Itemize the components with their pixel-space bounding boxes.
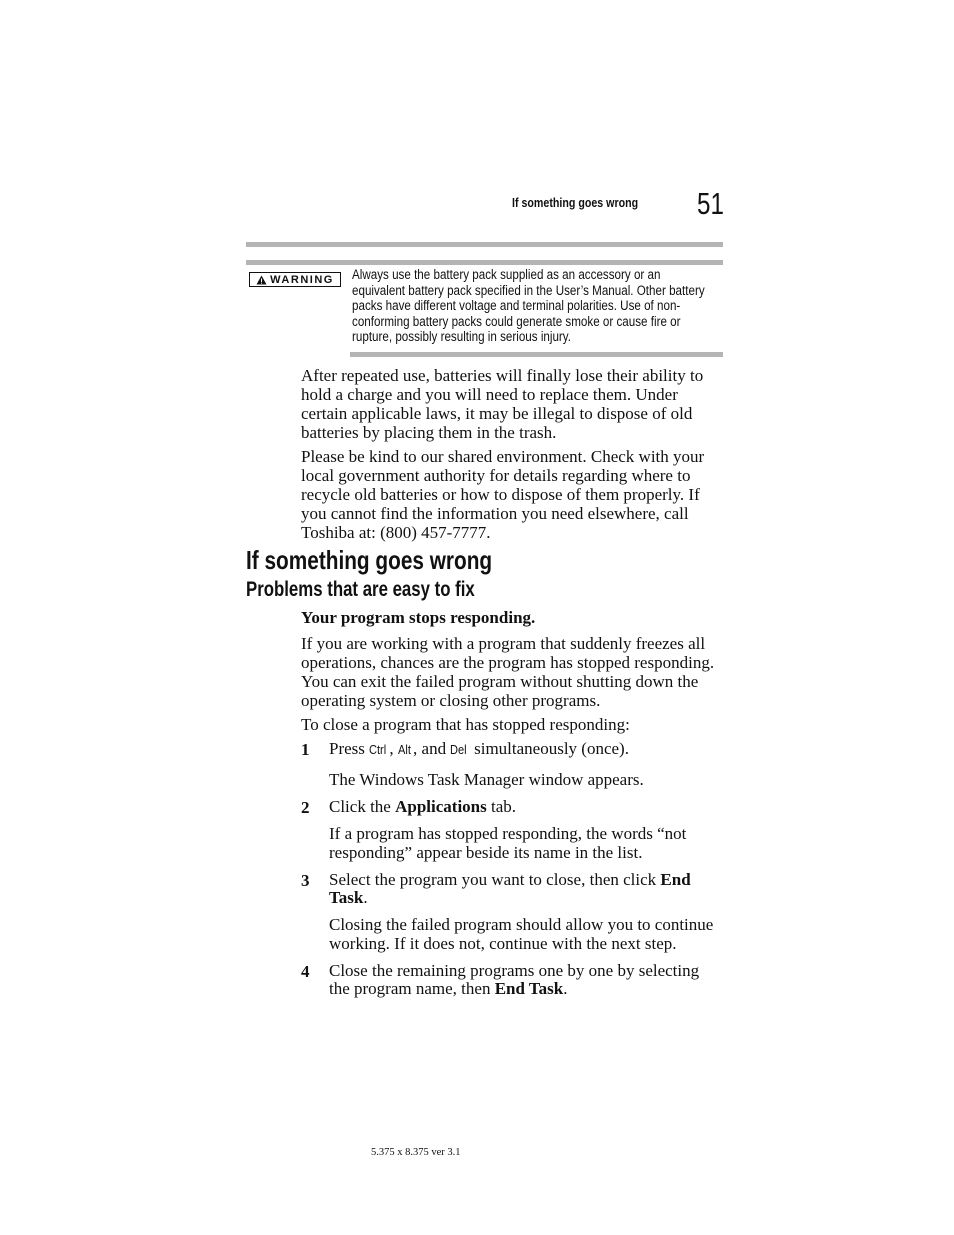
- end-task-label: End Task: [494, 979, 564, 998]
- text-line: Toshiba at: (800) 457-7777.: [301, 523, 491, 542]
- warning-bottom-rule: [350, 352, 723, 357]
- applications-tab-label: Applications: [395, 797, 487, 816]
- step-3-text: [329, 871, 691, 907]
- text-line: local government authority for details regarding where to: [301, 466, 691, 485]
- warning-badge: [249, 272, 341, 287]
- step-4-text: [329, 962, 699, 998]
- end-task-label: Task: [329, 888, 364, 907]
- text-line: You can exit the failed program without shutting down the: [301, 672, 699, 691]
- text-line: operations, chances are the program has stopped responding.: [301, 653, 715, 672]
- step-number: 1: [301, 740, 310, 759]
- warning-line: rupture, possibly resulting in serious injury.: [352, 329, 571, 346]
- step-text-part: Click the: [329, 797, 396, 816]
- warning-line: equivalent battery pack specified in the User’s Manual. Other battery: [352, 282, 705, 299]
- end-task-label: End: [660, 870, 691, 889]
- running-head: If something goes wrong: [512, 195, 639, 210]
- text-line: certain applicable laws, it may be illegal to dispose of old: [301, 404, 693, 423]
- section-heading: If something goes wrong: [246, 545, 493, 575]
- step-1-text: [329, 740, 629, 759]
- text-line: hold a charge and you will need to replace them. Under: [301, 385, 678, 404]
- environment-paragraph: [301, 447, 721, 542]
- text-line: working. If it does not, continue with the next step.: [329, 934, 677, 953]
- del-key: Del: [450, 742, 467, 757]
- text-line: Closing the failed program should allow you to continue: [329, 915, 714, 934]
- text-line: Please be kind to our shared environment. Check with your: [301, 447, 705, 466]
- intro-paragraph: [301, 634, 721, 710]
- step-1-result: [329, 770, 644, 789]
- text-line: The Windows Task Manager window appears.: [329, 770, 644, 789]
- step-text-part: the program name, then: [329, 979, 495, 998]
- text-line: Close the remaining programs one by one by selecting: [329, 961, 700, 980]
- warning-label: WARNING: [270, 273, 334, 286]
- text-line: If you are working with a program that suddenly freezes all: [301, 634, 706, 653]
- text-line: operating system or closing other programs.: [301, 691, 601, 710]
- step-text-part: tab.: [486, 797, 517, 816]
- warning-text: [352, 268, 721, 346]
- step-text-part: , and: [413, 739, 451, 758]
- text-line: If a program has stopped responding, the words “not: [329, 824, 687, 843]
- step-number: 4: [301, 962, 310, 981]
- step-2-result: [329, 824, 686, 862]
- step-text-part: ,: [389, 739, 398, 758]
- warning-line: packs have different voltage and terminal polarities. Use of non-: [352, 298, 681, 315]
- warning-line: Always use the battery pack supplied as an accessory or an: [352, 267, 661, 283]
- step-2-text: [329, 798, 516, 816]
- step-text-part: simultaneously (once).: [469, 739, 629, 758]
- ctrl-key: Ctrl: [369, 742, 387, 757]
- page-number: 51: [697, 186, 724, 221]
- lead-in-text: To close a program that has stopped responding:: [301, 715, 630, 734]
- step-3-result: [329, 915, 713, 953]
- header-rule: [246, 242, 723, 247]
- text-line: responding” appear beside its name in the list.: [329, 843, 643, 862]
- text-line: After repeated use, batteries will finally lose their ability to: [301, 366, 704, 385]
- step-text-part: .: [563, 979, 568, 998]
- text-line: you cannot find the information you need elsewhere, call: [301, 504, 689, 523]
- step-number: 2: [301, 798, 310, 817]
- warning-line: conforming battery packs could generate smoke or cause fire or: [352, 313, 681, 330]
- text-line: batteries by placing them in the trash.: [301, 423, 557, 442]
- warning-triangle-icon: [256, 275, 267, 285]
- warning-top-rule: [246, 260, 723, 265]
- text-line: recycle old batteries or how to dispose of them properly. If: [301, 485, 700, 504]
- battery-paragraph: [301, 366, 721, 442]
- step-text-part: Select the program you want to close, then click: [329, 870, 661, 889]
- step-number: 3: [301, 871, 310, 890]
- alt-key: Alt: [397, 742, 411, 757]
- problem-title: Your program stops responding.: [301, 608, 536, 627]
- subsection-heading: Problems that are easy to fix: [246, 578, 475, 601]
- step-text-part: Press: [329, 739, 370, 758]
- print-footer: 5.375 x 8.375 ver 3.1: [371, 1147, 461, 1158]
- step-text-part: .: [363, 888, 368, 907]
